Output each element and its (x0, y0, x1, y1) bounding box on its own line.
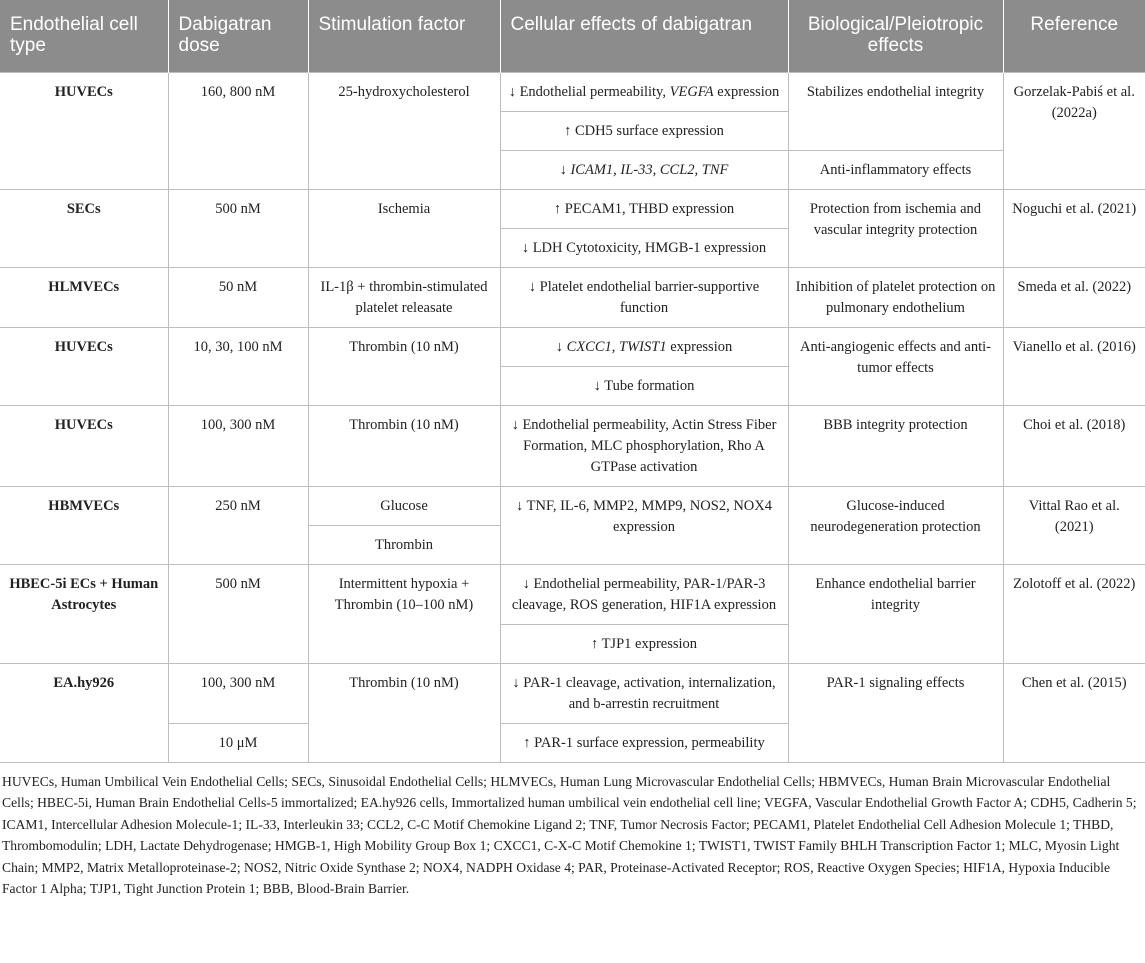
biological-effect: Glucose-induced neurodegeneration protection (788, 486, 1003, 564)
cellular-effect: ↓ LDH Cytotoxicity, HMGB-1 expression (500, 228, 788, 267)
stimulation-factor: Ischemia (308, 189, 500, 267)
dose: 100, 300 nM (168, 405, 308, 486)
dose: 160, 800 nM (168, 72, 308, 189)
dose: 100, 300 nM (168, 663, 308, 723)
reference: Noguchi et al. (2021) (1003, 189, 1145, 267)
reference: Gorzelak-Pabiś et al. (2022a) (1003, 72, 1145, 189)
stimulation-factor: Thrombin (10 nM) (308, 405, 500, 486)
cellular-effect: ↑ PAR-1 surface expression, permeability (500, 723, 788, 762)
cellular-effect: ↑ CDH5 surface expression (500, 111, 788, 150)
header-cell-type: Endothelial cell type (0, 0, 168, 72)
gene-name: ICAM1, IL-33, CCL2, TNF (570, 161, 729, 178)
biological-effect: Enhance endothelial barrier integrity (788, 564, 1003, 663)
cell-type: HBMVECs (0, 486, 168, 564)
effect-text: ↓ (555, 338, 567, 355)
dose: 10, 30, 100 nM (168, 327, 308, 405)
effect-text: expression (666, 338, 733, 355)
stimulation-factor: IL-1β + thrombin-stimulated platelet releasate (308, 267, 500, 327)
table-row (0, 327, 1145, 366)
gene-name: VEGFA (669, 83, 714, 100)
reference: Chen et al. (2015) (1003, 663, 1145, 762)
table-footnote: HUVECs, Human Umbilical Vein Endothelial Cells; SECs, Sinusoidal Endothelial Cells; HLMVECs, Human Lung Microvascular Endothelial Cells; HBMVECs, Human Brain Microvascular Endothelial Cells; HBEC-5i, Human Brain Endothelial Cells-5 immortalized; EA.hy926 cells, Immortalized human umbilical vein endothelial cell line; VEGFA, Vascular Endothelial Growth Factor A; CDH5, Cadherin 5; ICAM1, Intercellular Adhesion Molecule-1; IL-33, Interleukin 33; CCL2, C-C Motif Chemokine Ligand 2; TNF, Tumor Necrosis Factor; PECAM1, Platelet Endothelial Cell Adhesion Molecule 1; THBD, Thrombomodulin; LDH, Lactate Dehydrogenase; HMGB-1, High Mobility Group Box 1; CXCC1, C-X-C Motif Chemokine 1; TWIST1, TWIST Family BHLH Transcription Factor 1; MLC, Myosin Light Chain; MMP2, Matrix Metalloproteinase-2; NOS2, Nitric Oxide Synthase 2; NOX4, NADPH Oxidase 4; PAR, Proteinase-Activated Receptor; ROS, Reactive Oxygen Species; HIF1A, Hypoxia Inducible Factor 1 Alpha; TJP1, Tight Junction Protein 1; BBB, Blood-Brain Barrier. (2, 773, 1137, 896)
biological-effect: Anti-inflammatory effects (788, 150, 1003, 189)
biological-effect: PAR-1 signaling effects (788, 663, 1003, 762)
cell-type: EA.hy926 (0, 663, 168, 762)
cellular-effect: ↑ TJP1 expression (500, 624, 788, 663)
cell-type: HLMVECs (0, 267, 168, 327)
header-reference: Reference (1003, 0, 1145, 72)
dose: 50 nM (168, 267, 308, 327)
cell-type: HUVECs (0, 405, 168, 486)
cell-type: SECs (0, 189, 168, 267)
biological-effect: BBB integrity protection (788, 405, 1003, 486)
reference: Choi et al. (2018) (1003, 405, 1145, 486)
reference: Zolotoff et al. (2022) (1003, 564, 1145, 663)
header-dose: Dabigatran dose (168, 0, 308, 72)
cellular-effect (500, 150, 788, 189)
cellular-effect: ↓ TNF, IL-6, MMP2, MMP9, NOS2, NOX4 expression (500, 486, 788, 564)
dose: 250 nM (168, 486, 308, 564)
effect-text: ↓ (559, 161, 571, 178)
gene-name: CXCC1, TWIST1 (566, 338, 667, 355)
stimulation-factor: 25-hydroxycholesterol (308, 72, 500, 189)
dose: 500 nM (168, 189, 308, 267)
stimulation-factor: Glucose (308, 486, 500, 525)
table-row (0, 486, 1145, 525)
effect-text: ↓ Endothelial permeability, (508, 83, 670, 100)
stimulation-factor: Intermittent hypoxia + Thrombin (10–100 nM) (308, 564, 500, 663)
cell-type: HUVECs (0, 72, 168, 189)
cellular-effect (500, 72, 788, 111)
cellular-effect: ↓ Platelet endothelial barrier-supportive function (500, 267, 788, 327)
cellular-effect (500, 327, 788, 366)
reference: Vianello et al. (2016) (1003, 327, 1145, 405)
biological-effect: Protection from ischemia and vascular integrity protection (788, 189, 1003, 267)
dose: 10 μM (168, 723, 308, 762)
biological-effect: Anti-angiogenic effects and anti-tumor effects (788, 327, 1003, 405)
table-row (0, 267, 1145, 327)
effect-text: expression (713, 83, 780, 100)
stimulation-factor: Thrombin (308, 525, 500, 564)
table-row (0, 405, 1145, 486)
cellular-effect: ↓ Endothelial permeability, Actin Stress Fiber Formation, MLC phosphorylation, Rho A GTPase activation (500, 405, 788, 486)
header-stimulation-factor: Stimulation factor (308, 0, 500, 72)
header-cellular-effects: Cellular effects of dabigatran (500, 0, 788, 72)
table-header-row (0, 0, 1145, 72)
header-biological-effects: Biological/Pleiotropic effects (788, 0, 1003, 72)
stimulation-factor: Thrombin (10 nM) (308, 663, 500, 762)
cellular-effect: ↑ PECAM1, THBD expression (500, 189, 788, 228)
cellular-effect: ↓ Tube formation (500, 366, 788, 405)
table-row (0, 564, 1145, 624)
biological-effect: Inhibition of platelet protection on pulmonary endothelium (788, 267, 1003, 327)
table-row (0, 663, 1145, 723)
cell-type: HUVECs (0, 327, 168, 405)
reference: Smeda et al. (2022) (1003, 267, 1145, 327)
table-row (0, 72, 1145, 111)
table-row (0, 189, 1145, 228)
biological-effect: Stabilizes endothelial integrity (788, 72, 1003, 150)
dose: 500 nM (168, 564, 308, 663)
cell-type: HBEC-5i ECs + Human Astrocytes (0, 564, 168, 663)
cellular-effect: ↓ PAR-1 cleavage, activation, internalization, and b-arrestin recruitment (500, 663, 788, 723)
reference: Vittal Rao et al. (2021) (1003, 486, 1145, 564)
cellular-effect: ↓ Endothelial permeability, PAR-1/PAR-3 cleavage, ROS generation, HIF1A expression (500, 564, 788, 624)
stimulation-factor: Thrombin (10 nM) (308, 327, 500, 405)
